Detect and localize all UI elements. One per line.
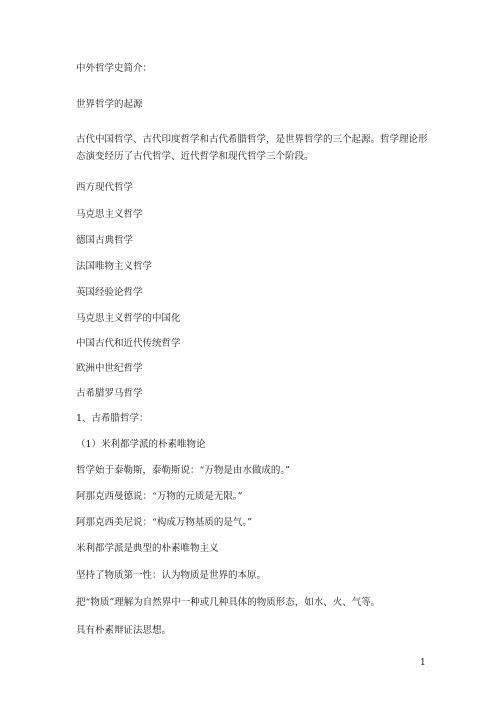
body-line: 阿那克西曼德说：“万物的元质是无限。” [76,491,243,502]
outline-item: 马克思主义哲学 [76,209,143,220]
document-heading: 中外哲学史简介： [76,63,153,74]
subsection-title: （1）米利都学派的朴素唯物论 [76,439,206,450]
outline-item: 马克思主义哲学的中国化 [76,313,181,324]
outline-item: 古希腊罗马哲学 [76,388,143,399]
body-line: 把“物质”理解为自然界中一种或几种具体的物质形态，如水、火、气等。 [76,597,381,608]
body-line: 具有朴素辩证法思想。 [76,625,172,636]
outline-item: 中国古代和近代传统哲学 [76,338,181,349]
body-line: 坚持了物质第一性：认为物质是世界的本原。 [76,570,267,581]
body-line: 阿那克西美尼说：“构成万物基质的是气。” [76,517,252,528]
outline-item: 西方现代哲学 [76,182,134,193]
body-line: 米利都学派是典型的朴素唯物主义 [76,543,219,554]
body-line: 哲学始于泰勒斯，泰勒斯说：“万物是由水做成的。” [76,465,290,476]
page-number: 1 [420,658,426,668]
outline-item: 法国唯物主义哲学 [76,261,153,272]
subheading: 1、古希腊哲学： [76,413,149,424]
outline-item: 欧洲中世纪哲学 [76,363,143,374]
intro-paragraph: 古代中国哲学、古代印度哲学和古代希腊哲学，是世界哲学的三个起源。哲学理论形态演变经历了古代哲学、近代哲学和现代哲学三个阶段。 [76,134,428,162]
outline-item: 英国经验论哲学 [76,287,143,298]
outline-item: 德国古典哲学 [76,235,134,246]
section-title: 世界哲学的起源 [76,99,143,110]
